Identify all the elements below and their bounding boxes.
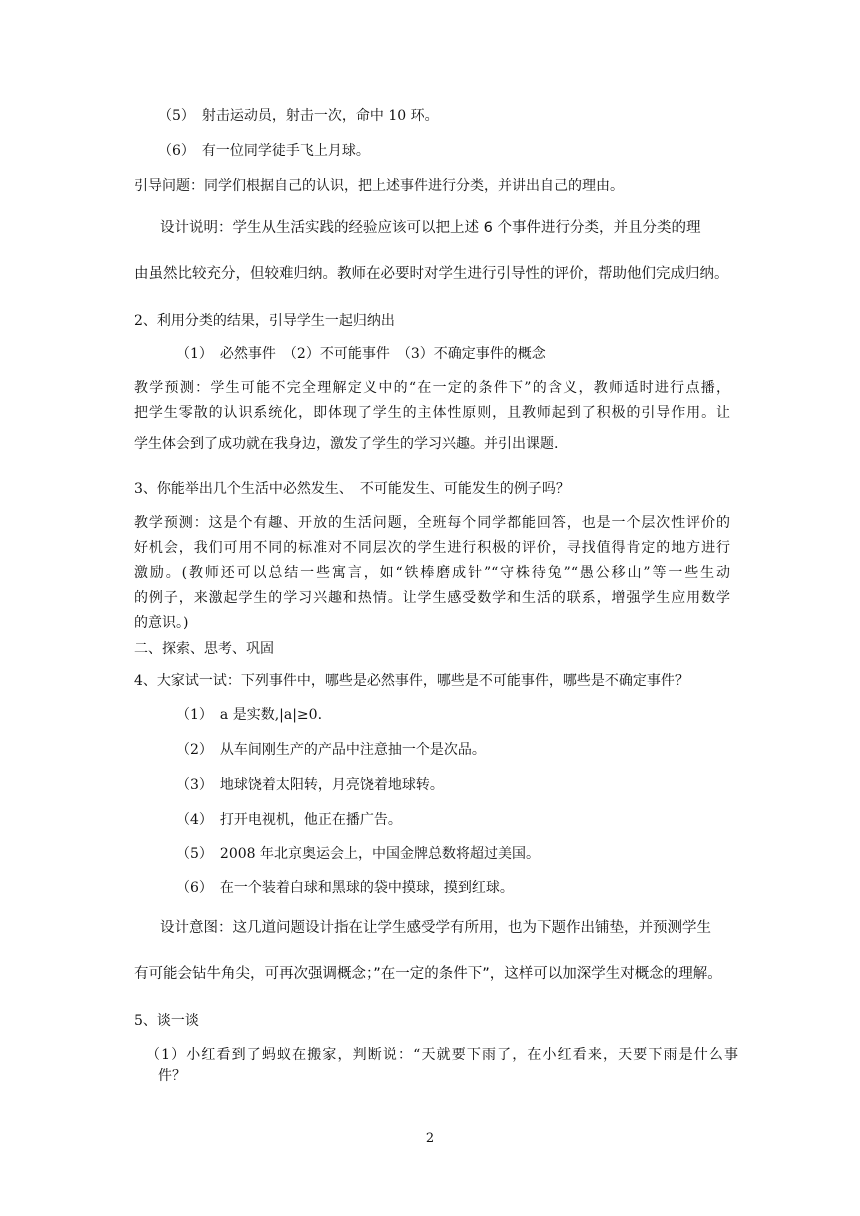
text-line: 3、你能举出几个生活中必然发生、 不可能发生、可能发生的例子吗？ [134,481,570,497]
text-line: 有可能会钻牛角尖，可再次强调概念；”在一定的条件下”，这样可以加深学生对概念的理解。 [134,966,722,982]
text-line: 引导问题：同学们根据自己的认识，把上述事件进行分类，并讲出自己的理由。 [134,178,624,194]
text-line: 件？ [158,1068,186,1084]
text-line: （6） 在一个装着白球和黑球的袋中摸球，摸到红球。 [176,880,514,896]
text-line: （6） 有一位同学徒手飞上月球。 [158,143,370,159]
text-line: 教学预测：学生可能不完全理解定义中的“在一定的条件下”的含义，教师适时进行点播， [134,380,730,396]
text-line: （5） 2008 年北京奥运会上，中国金牌总数将超过美国。 [176,846,540,862]
text-line: （1） 必然事件 （2）不可能事件 （3）不确定事件的概念 [176,346,546,362]
text-line: 教学预测：这是个有趣、开放的生活问题，全班每个同学都能回答，也是一个层次性评价的 [134,515,730,531]
text-line: 2、利用分类的结果，引导学生一起归纳出 [134,313,395,329]
text-line: （3） 地球饶着太阳转，月亮饶着地球转。 [176,777,444,793]
text-line: 4、大家试一试：下列事件中，哪些是必然事件，哪些是不可能事件，哪些是不确定事件？ [134,673,689,689]
text-line: 5、谈一谈 [134,1013,199,1029]
text-line: 设计说明：学生从生活实践的经验应该可以把上述 6 个事件进行分类，并且分类的理 [160,220,701,236]
text-line: 激励。(教师还可以总结一些寓言，如“铁棒磨成针”“守株待兔”“愚公移山”等一些生动 [134,565,730,581]
text-line: 由虽然比较充分，但较难归纳。教师在必要时对学生进行引导性的评价，帮助他们完成归纳。 [134,266,729,282]
text-line: （2） 从车间刚生产的产品中注意抽一个是次品。 [176,742,486,758]
text-line: （5） 射击运动员，射击一次，命中 10 环。 [158,108,439,124]
text-line: 把学生零散的认识系统化，即体现了学生的主体性原则，且教师起到了积极的引导作用。让 [134,405,730,421]
text-line: （1） a 是实数,|a|≥0. [176,707,323,723]
text-line: 设计意图：这几道问题设计指在让学生感受学有所用，也为下题作出铺垫，并预测学生 [160,920,711,936]
text-line: 好机会，我们可用不同的标准对不同层次的学生进行积极的评价，寻找值得肯定的地方进行 [134,540,730,556]
section-heading: 二、探索、思考、巩固 [134,641,274,657]
text-line: 的例子，来激起学生的学习兴趣和热情。让学生感受数学和生活的联系，增强学生应用数学 [134,590,730,606]
text-line: 学生体会到了成功就在我身边，激发了学生的学习兴趣。并引出课题. [134,436,559,452]
text-line: 的意识。) [134,615,189,631]
page-number: 2 [425,1131,435,1146]
text-line: （4） 打开电视机，他正在播广告。 [176,812,402,828]
text-line: （1）小红看到了蚂蚁在搬家，判断说：“天就要下雨了，在小红看来，天要下雨是什么事 [146,1047,738,1063]
